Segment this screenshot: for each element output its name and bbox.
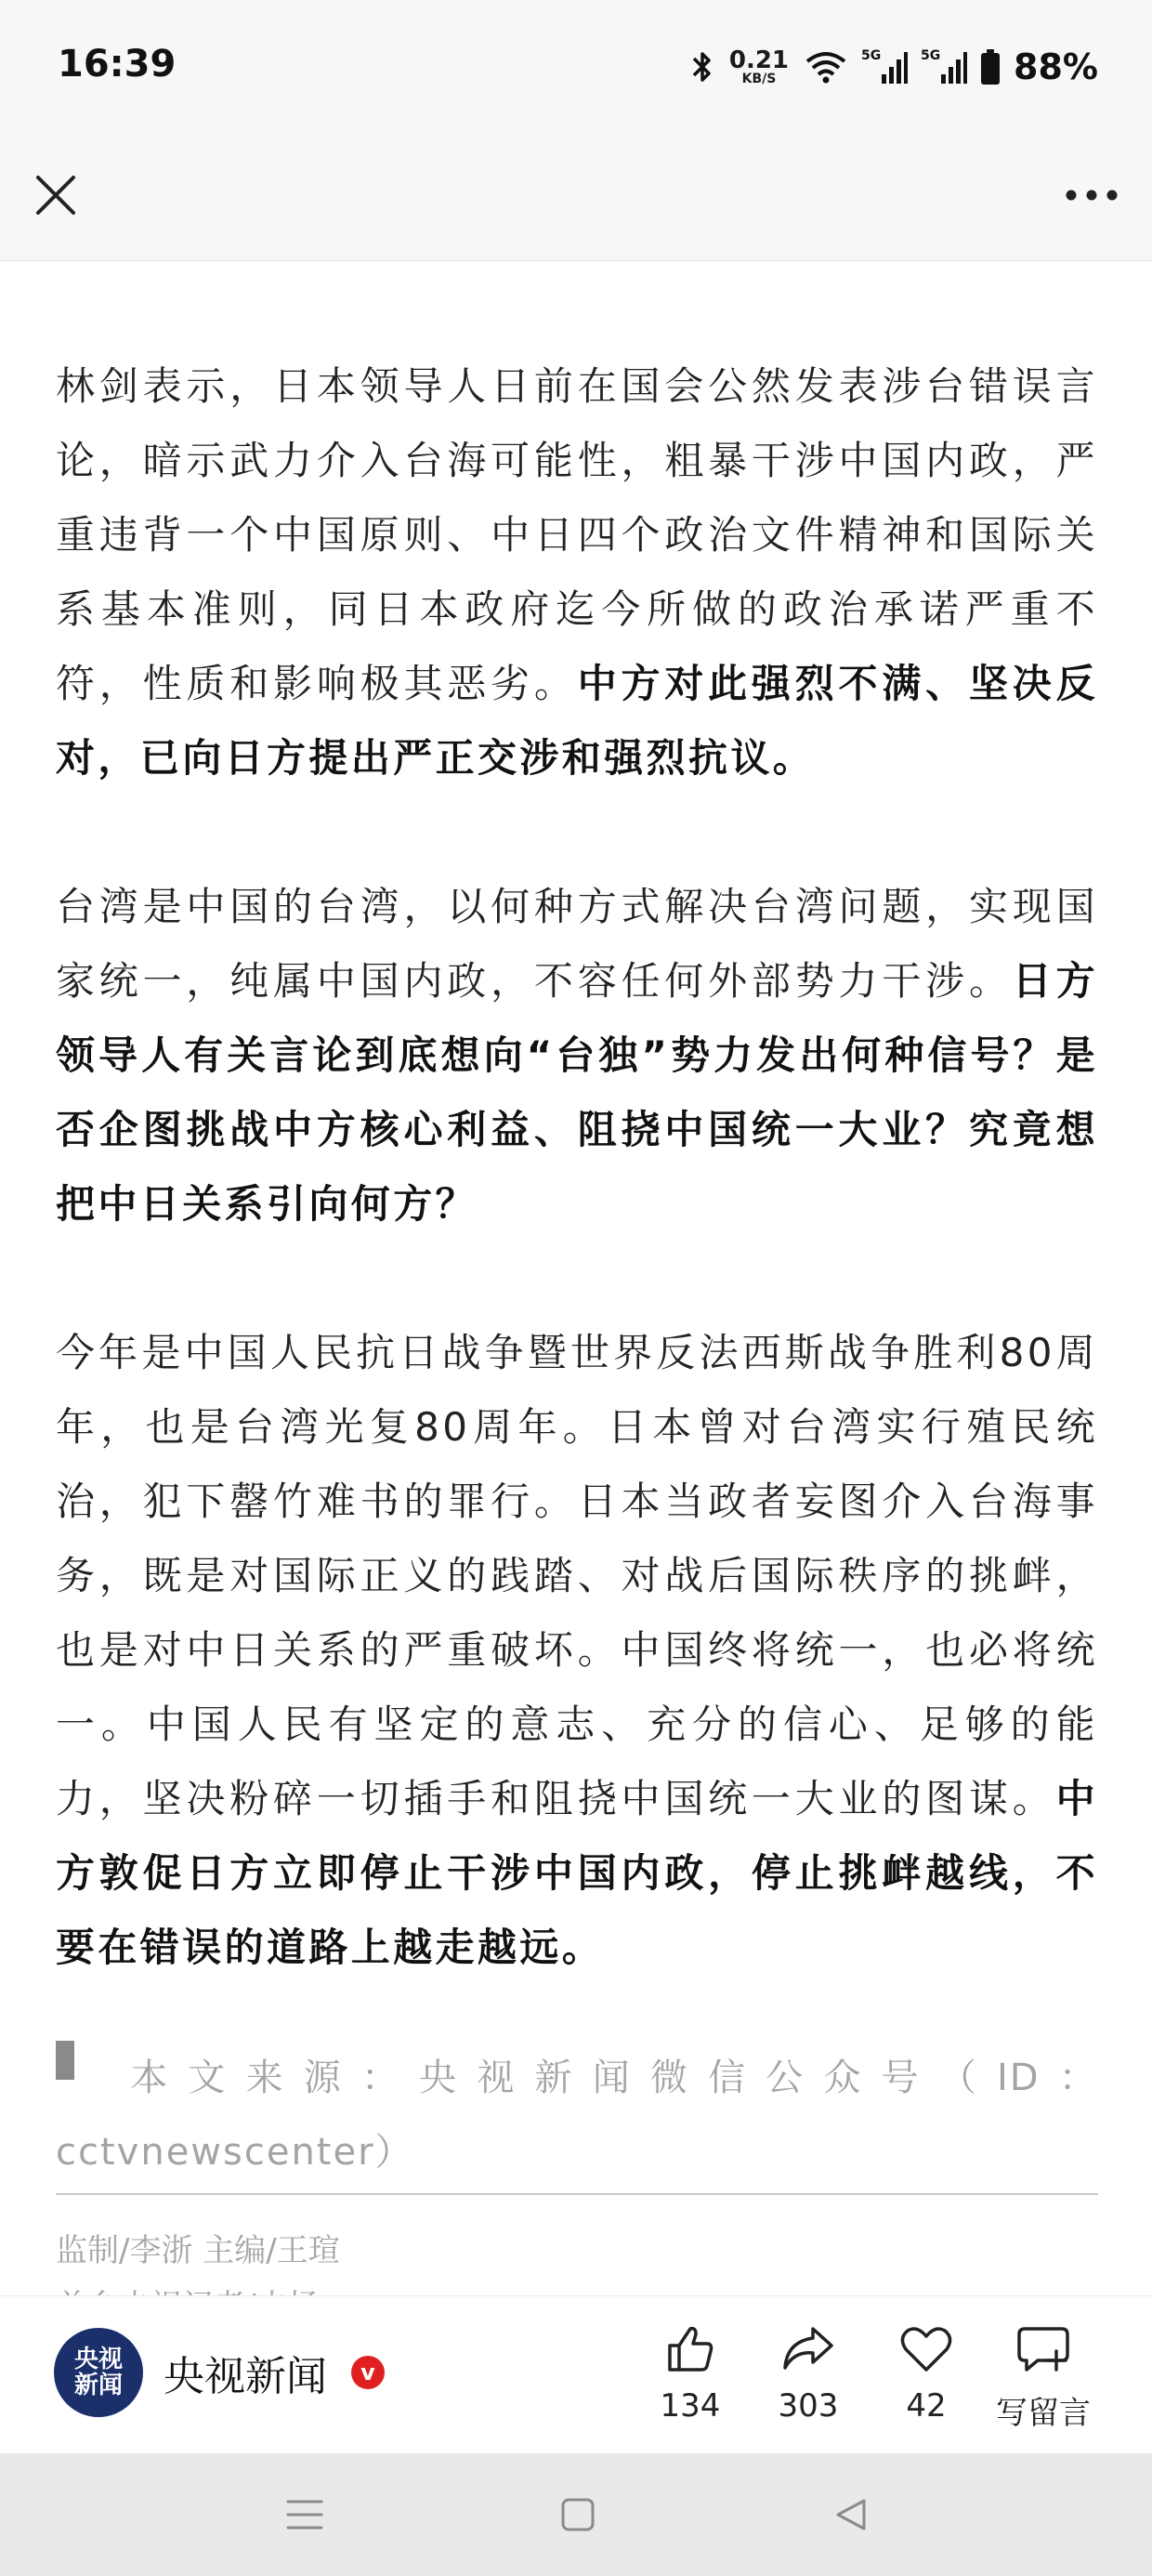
paragraph-bold-text: 中方敦促日方立即停止干涉中国内政，停止挑衅越线，不要在错误的道路上越走越远。 (56, 1776, 1098, 1970)
paragraph-bold-text: 日方领导人有关言论到底想向“台独”势力发出何种信号？是否企图挑战中方核心利益、阻挠中国统一大业？究竟想把中日关系引向何方？ (56, 958, 1098, 1227)
more-button[interactable] (1059, 167, 1124, 223)
article-body (56, 349, 1098, 2303)
bluetooth-icon (690, 48, 714, 85)
source-char: 闻 (592, 2057, 632, 2099)
source-char: 来 (245, 2057, 285, 2099)
source-char: 本 (130, 2057, 170, 2099)
avatar-text: 央视 (73, 2346, 123, 2373)
like-button[interactable] (639, 2317, 741, 2425)
quote-bar (56, 2041, 74, 2080)
source-line: cctvnewscenter） (56, 2131, 414, 2174)
back-button[interactable] (823, 2487, 879, 2543)
status-bar (0, 0, 1152, 130)
status-time: 16:39 (58, 43, 177, 85)
signal-icon (921, 46, 967, 87)
signal-label: 5G (921, 48, 941, 63)
signal-label: 5G (861, 48, 882, 63)
source-char: 微 (649, 2057, 689, 2099)
divider (56, 2193, 1098, 2195)
comment-button[interactable] (992, 2317, 1094, 2433)
close-icon (34, 174, 77, 217)
article-paragraph (56, 1316, 1098, 1985)
heart-icon (900, 2325, 952, 2373)
close-button[interactable] (28, 167, 84, 223)
source-char: 源 (303, 2057, 343, 2099)
source-char: 视 (477, 2057, 517, 2099)
avatar-text: 新闻 (73, 2372, 123, 2399)
battery-icon (980, 48, 1001, 85)
article-paragraph (56, 349, 1098, 795)
paragraph-text: 台湾是中国的台湾，以何种方式解决台湾问题，实现国家统一，纯属中国内政，不容任何外部势力干涉。 (56, 884, 1098, 1004)
paragraph-text: 林剑表示，日本领导人日前在国会公然发表涉台错误言论，暗示武力介入台海可能性，粗暴干涉中国内政，严重违背一个中国原则、中日四个政治文件精神和国际关系基本准则，同日本政府迄今所做的政治承诺严重不符，性质和影响极其恶劣。 (56, 363, 1098, 706)
battery-level: 88% (1014, 46, 1098, 87)
network-speed-value: 0.21 (728, 46, 790, 74)
share-icon (781, 2323, 835, 2375)
source-char: 信 (708, 2057, 748, 2099)
favorite-count: 42 (906, 2387, 947, 2425)
home-button[interactable] (550, 2487, 606, 2543)
network-speed-unit: KB/S (741, 72, 777, 86)
source-char: 公 (766, 2057, 805, 2099)
like-count: 134 (660, 2387, 721, 2425)
network-speed (729, 48, 789, 85)
more-icon (1065, 189, 1119, 202)
source-char: ID (997, 2057, 1041, 2099)
article-paragraph (56, 870, 1098, 1242)
article-source (56, 2041, 1098, 2189)
comment-icon (1015, 2323, 1071, 2375)
favorite-button[interactable] (875, 2317, 977, 2425)
source-char: 新 (534, 2057, 574, 2099)
system-nav-bar (0, 2453, 1152, 2576)
avatar[interactable] (54, 2328, 143, 2417)
menu-icon (286, 2498, 323, 2531)
article-credits: 监制/李浙 主编/王瑄 (56, 2232, 340, 2269)
thumbs-up-icon (664, 2323, 716, 2375)
source-line (56, 2041, 1098, 2115)
source-char: 号 (881, 2057, 921, 2099)
source-char: ： (360, 2057, 400, 2099)
verified-badge: v (351, 2356, 385, 2389)
wifi-icon (804, 48, 848, 85)
menu-button[interactable] (277, 2487, 333, 2543)
status-icons (690, 39, 1098, 95)
comment-label: 写留言 (996, 2395, 1091, 2432)
source-char: 文 (188, 2057, 228, 2099)
top-nav (0, 130, 1152, 261)
source-char: 央 (419, 2057, 459, 2099)
source-char: （ (938, 2057, 978, 2099)
paragraph-bold-text: 中方对此强烈不满、坚决反对，已向日方提出严正交涉和强烈抗议。 (56, 661, 1098, 781)
account-name[interactable]: 央视新闻 (164, 2353, 327, 2400)
signal-icon (861, 46, 908, 87)
paragraph-text: 今年是中国人民抗日战争暨世界反法西斯战争胜利80周年，也是台湾光复80周年。日本曾对台湾实行殖民统治，犯下罄竹难书的罪行。日本当政者妄图介入台海事务，既是对国际正义的践踏、对战后国际秩序的挑衅，也是对中日关系的严重破坏。中国终将统一，也必将统一。中国人民有坚定的意志、充分的信心、足够的能力，坚决粉碎一切插手和阻挠中国统一大业的图谋。 (56, 1330, 1098, 1821)
home-icon (560, 2497, 596, 2532)
share-count: 303 (778, 2387, 839, 2425)
bottom-action-bar (0, 2295, 1152, 2454)
source-char: 众 (823, 2057, 863, 2099)
source-char: ： (1058, 2057, 1098, 2099)
share-button[interactable] (757, 2317, 859, 2425)
back-icon (834, 2497, 868, 2532)
